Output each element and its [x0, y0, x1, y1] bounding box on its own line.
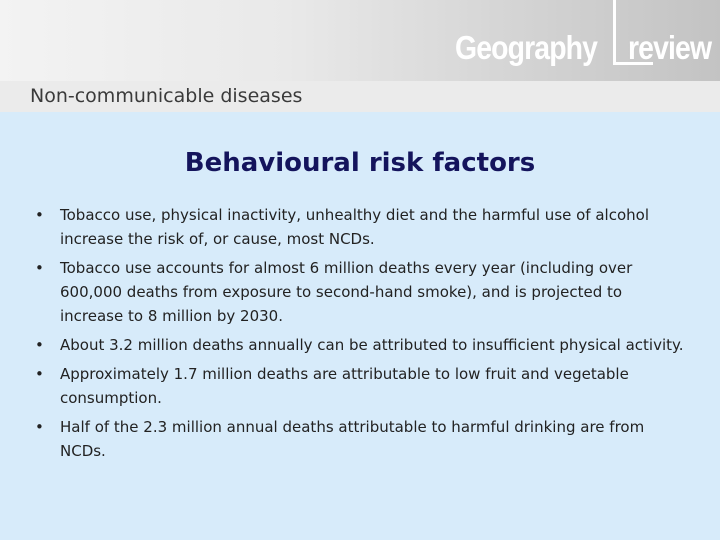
- logo-bracket-bar: [613, 0, 616, 64]
- bullet-text: Half of the 2.3 million annual deaths attributable to harmful drinking are from NCDs.: [60, 418, 645, 460]
- bullet-item-physical-activity: [0, 333, 720, 357]
- bullet-dot: •: [35, 259, 44, 277]
- bullet-dot: •: [35, 206, 44, 224]
- header-banner: [0, 0, 720, 81]
- bullet-dot: •: [35, 365, 44, 383]
- slide-title: Behavioural risk factors: [184, 148, 536, 178]
- bullet-item-tobacco-deaths: [0, 256, 720, 328]
- bullet-text: Tobacco use, physical inactivity, unhealthy diet and the harmful use of alcohol increase the risk of, or cause, most NCDs.: [60, 206, 649, 248]
- bullet-text: About 3.2 million deaths annually can be attributed to insufficient physical activity.: [60, 336, 684, 354]
- logo-word-geography: Geography: [455, 29, 598, 66]
- bullet-item-tobacco-diet: [0, 203, 720, 251]
- bullet-item-fruit-vegetable: [0, 362, 720, 410]
- bullet-item-harmful-drinking: [0, 415, 720, 463]
- section-label: Non-communicable diseases: [30, 85, 303, 107]
- bullet-dot: •: [35, 336, 44, 354]
- bullet-text: Tobacco use accounts for almost 6 million deaths every year (including over 600,000 deaths from exposure to second-hand smoke), and is projected to increase to 8 million by 2030.: [60, 259, 633, 325]
- logo-word-review: review: [628, 29, 712, 66]
- section-band: [0, 81, 720, 112]
- bullet-list: [0, 203, 720, 468]
- geography-review-logo: [448, 0, 710, 81]
- bullet-dot: •: [35, 418, 44, 436]
- bullet-text: Approximately 1.7 million deaths are attributable to low fruit and vegetable consumption.: [60, 365, 629, 407]
